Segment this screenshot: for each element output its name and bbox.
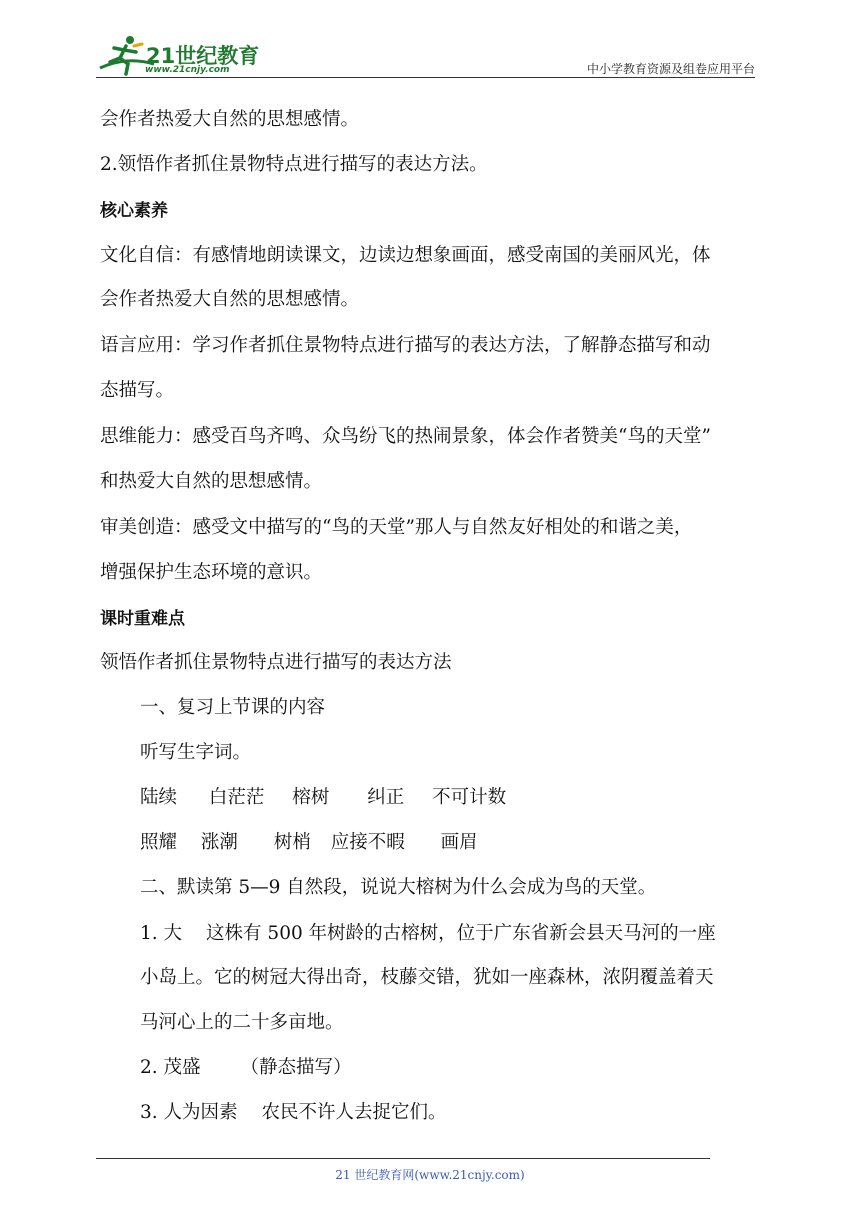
word: 纠正: [367, 787, 405, 808]
section-heading: 核心素养: [100, 201, 168, 221]
text-line: 领悟作者抓住景物特点进行描写的表达方法: [100, 652, 452, 673]
text-line: 小岛上。它的树冠大得出奇，枝藤交错，犹如一座森林，浓阴覆盖着天: [140, 967, 714, 988]
item-label: 3. 人为因素: [140, 1102, 238, 1123]
text-line: 态描写。: [100, 380, 175, 401]
word-list: [140, 786, 506, 810]
text-line: 一、复习上节课的内容: [140, 697, 326, 718]
footer-text: 21 世纪教育网(www.21cnjy.com): [335, 1168, 525, 1182]
section-heading: 课时重难点: [100, 609, 185, 629]
item-text: 农民不许人去捉它们。: [261, 1102, 447, 1123]
word: 应接不暇: [330, 832, 405, 853]
word: 不可计数: [432, 787, 507, 808]
text-line: 文化自信：有感情地朗读课文，边读边想象画面，感受南国的美丽风光，体: [100, 245, 711, 266]
header-tagline: 中小学教育资源及组卷应用平台: [586, 62, 755, 76]
item-label: 1. 大: [140, 923, 183, 944]
text-line: 会作者热爱大自然的思想感情。: [100, 289, 360, 310]
item-text: 这株有 500 年树龄的古榕树，位于广东省新会县天马河的一座: [206, 923, 716, 944]
word-list: [140, 831, 478, 855]
logo-text: 21世纪教育: [146, 44, 260, 68]
text-line: 增强保护生态环境的意识。: [100, 562, 323, 583]
text-line: 思维能力：感受百鸟齐鸣、众鸟纷飞的热闹景象，体会作者赞美“鸟的天堂”: [100, 426, 711, 447]
text-line: 审美创造：感受文中描写的“鸟的天堂”那人与自然友好相处的和谐之美，: [100, 517, 693, 538]
text-line: 和热爱大自然的思想感情。: [100, 471, 323, 492]
text-line: 语言应用：学习作者抓住景物特点进行描写的表达方法，了解静态描写和动: [100, 335, 711, 356]
text-line: [140, 922, 716, 946]
word: 白茫茫: [208, 787, 265, 808]
text-line: 二、默读第 5—9 自然段，说说大榕树为什么会成为鸟的天堂。: [140, 877, 657, 898]
text-line: 听写生字词。: [140, 742, 252, 763]
text-line: 2.领悟作者抓住景物特点进行描写的表达方法。: [100, 154, 488, 175]
footer-divider: [96, 1158, 710, 1159]
text-line: 马河心上的二十多亩地。: [140, 1012, 344, 1033]
word: 照耀: [140, 832, 178, 853]
text-line: [140, 1056, 352, 1080]
logo-url: www.21cnjy.com: [145, 65, 230, 75]
text-line: 会作者热爱大自然的思想感情。: [100, 109, 360, 130]
word: 树梢: [273, 832, 311, 853]
word: 涨潮: [200, 832, 238, 853]
item-label: 2. 茂盛: [140, 1057, 201, 1078]
word: 陆续: [140, 787, 178, 808]
word: 画眉: [440, 832, 478, 853]
word: 榕树: [292, 787, 330, 808]
header-divider: [96, 77, 755, 78]
item-text: （静态描写）: [240, 1057, 352, 1078]
text-line: [140, 1101, 447, 1125]
